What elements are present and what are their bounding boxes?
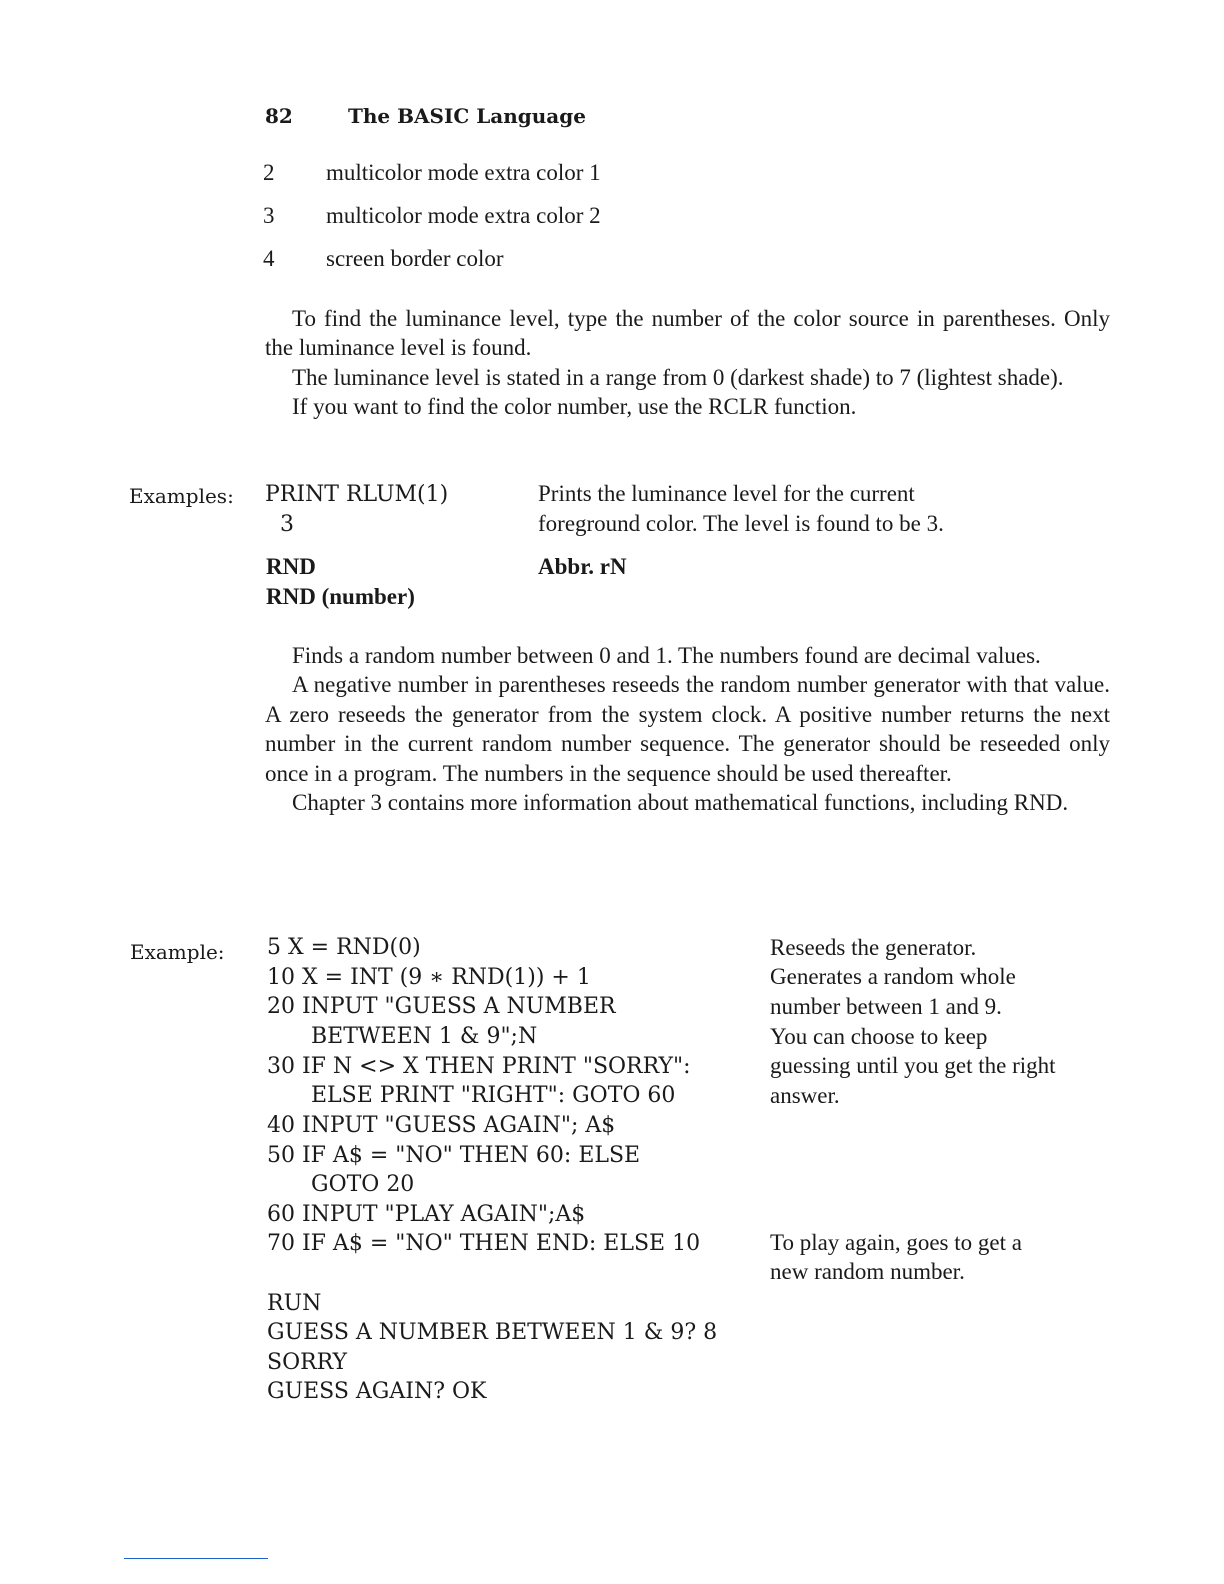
code-line: 50 IF A$ = "NO" THEN 60: ELSE <box>267 1143 641 1168</box>
run-output-line: GUESS AGAIN? OK <box>267 1379 487 1404</box>
code-line: 20 INPUT "GUESS A NUMBER <box>267 994 616 1019</box>
rnd-description <box>265 641 1110 817</box>
footer-rule <box>124 1558 268 1559</box>
code-line: ELSE PRINT "RIGHT": GOTO 60 <box>311 1083 676 1108</box>
run-output-line: GUESS A NUMBER BETWEEN 1 & 9? 8 <box>267 1320 718 1345</box>
run-output-line: RUN <box>267 1291 322 1316</box>
code-line: 40 INPUT "GUESS AGAIN"; A$ <box>267 1113 616 1138</box>
code-line: 60 INPUT "PLAY AGAIN";A$ <box>267 1202 586 1227</box>
code-note: new random number. <box>770 1259 965 1284</box>
examples-label: Examples: <box>129 484 234 508</box>
code-line: 10 X = INT (9 ∗ RND(1)) + 1 <box>267 965 591 990</box>
paragraph: Chapter 3 contains more information about mathematical functions, including RND. <box>292 790 1069 816</box>
code-line: GOTO 20 <box>311 1172 415 1197</box>
code-note: You can choose to keep <box>770 1024 988 1049</box>
list-item-number: 4 <box>263 246 275 271</box>
code-line: 5 X = RND(0) <box>267 935 421 960</box>
code-note: guessing until you get the right <box>770 1053 1056 1078</box>
code-note: Generates a random whole <box>770 964 1016 989</box>
command-abbreviation: Abbr. rN <box>538 554 627 579</box>
rlum-description <box>265 304 1110 422</box>
page-number: 82 <box>265 104 293 128</box>
command-syntax: RND (number) <box>266 584 415 609</box>
code-note: answer. <box>770 1083 840 1108</box>
code-note: Reseeds the generator. <box>770 935 977 960</box>
list-item-number: 2 <box>263 160 275 185</box>
paragraph: The luminance level is stated in a range from 0 (darkest shade) to 7 (lightest shade). <box>292 364 1064 390</box>
list-item-desc: multicolor mode extra color 1 <box>326 160 601 185</box>
code-line: 70 IF A$ = "NO" THEN END: ELSE 10 <box>267 1231 701 1256</box>
run-output-line: SORRY <box>267 1350 348 1375</box>
paragraph: To find the luminance level, type the number of the color source in parentheses. Only the luminance level is found. <box>265 306 1110 361</box>
code-output: 3 <box>280 512 294 537</box>
list-item-number: 3 <box>263 203 275 228</box>
code-line: 30 IF N <> X THEN PRINT "SORRY": <box>267 1054 691 1079</box>
list-item-desc: screen border color <box>326 246 504 271</box>
command-name: RND <box>266 554 316 579</box>
paragraph: If you want to find the color number, use the RCLR function. <box>292 394 857 420</box>
example-label: Example: <box>130 940 225 964</box>
paragraph: Finds a random number between 0 and 1. The numbers found are decimal values. <box>292 643 1041 668</box>
code-line: BETWEEN 1 & 9";N <box>311 1024 538 1049</box>
example-note: Prints the luminance level for the current <box>538 481 915 506</box>
example-note: foreground color. The level is found to be 3. <box>538 511 944 536</box>
list-item-desc: multicolor mode extra color 2 <box>326 203 601 228</box>
code-note: number between 1 and 9. <box>770 994 1002 1019</box>
code-note: To play again, goes to get a <box>770 1230 1022 1255</box>
paragraph: A negative number in parentheses reseeds the random number generator with that value. A zero reseeds the generator from the system clock. A positive number returns the next number in the current random number sequence. The generator should be reseeded only once in a program. The numbers in the sequence should be used thereafter. <box>265 672 1110 786</box>
running-title: The BASIC Language <box>348 104 586 128</box>
code-line: PRINT RLUM(1) <box>265 482 449 507</box>
